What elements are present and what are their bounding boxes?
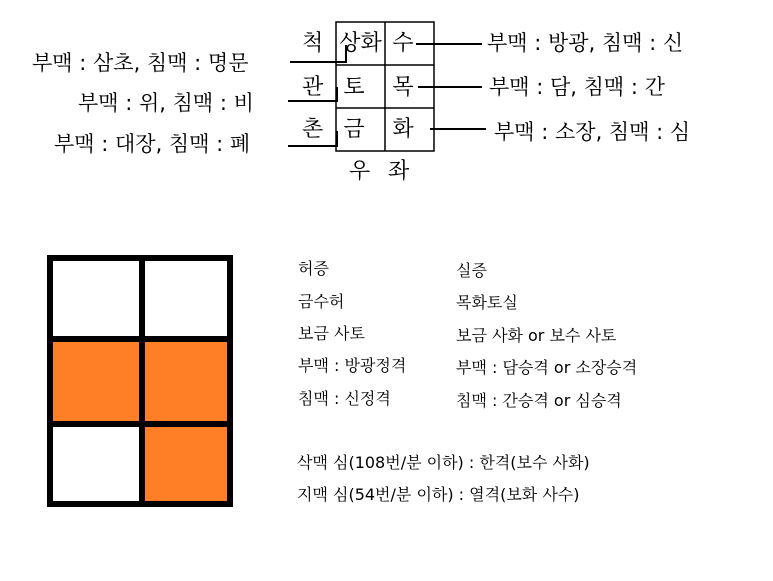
excess-title: 실증 — [456, 261, 487, 280]
grid-cell-r3-left: 금 — [343, 117, 365, 142]
left-annotation-3: 부맥 : 대장, 침맥 : 폐 — [54, 132, 251, 156]
right-annotation-1: 부맥 : 방광, 침맥 : 신 — [487, 31, 684, 55]
grid-cell-r3-right: 화 — [392, 117, 414, 142]
highlight-cell-r2-c2-filled — [142, 339, 230, 424]
excess-line-2: 보금 사화 or 보수 사토 — [456, 326, 617, 345]
highlight-cell-r1-c2-empty — [142, 258, 230, 339]
deficiency-title: 허증 — [298, 259, 329, 278]
bottom-label-right-hand: 우 — [349, 159, 371, 184]
deficiency-line-3: 부맥 : 방광정격 — [298, 356, 407, 375]
note-rapid-pulse: 삭맥 심(108번/분 이하) : 한격(보수 사화) — [297, 453, 590, 472]
grid-cell-r2-left: 토 — [343, 75, 365, 100]
excess-line-4: 침맥 : 간승격 or 심승격 — [456, 391, 622, 410]
grid-cell-r2-right: 목 — [392, 75, 414, 100]
side-label-cheok: 척 — [302, 31, 324, 56]
grid-cell-r1-left: 상화 — [339, 31, 382, 56]
highlight-cell-r2-c1-filled — [50, 339, 142, 424]
grid-cell-r1-right: 수 — [392, 31, 414, 56]
note-slow-pulse: 지맥 심(54번/분 이하) : 열격(보화 사수) — [297, 485, 580, 504]
deficiency-line-2: 보금 사토 — [298, 324, 365, 343]
bottom-label-left-hand: 좌 — [388, 159, 410, 184]
right-annotation-2: 부맥 : 담, 침맥 : 간 — [489, 75, 665, 99]
side-label-chon: 촌 — [302, 117, 324, 142]
right-annotation-3: 부맥 : 소장, 침맥 : 심 — [494, 120, 691, 144]
deficiency-line-4: 침맥 : 신정격 — [298, 389, 391, 408]
left-annotation-2: 부맥 : 위, 침맥 : 비 — [78, 91, 254, 115]
highlight-cell-r1-c1-empty — [50, 258, 142, 339]
highlight-cell-r3-c1-empty — [50, 424, 142, 504]
side-label-gwan: 관 — [302, 75, 324, 100]
excess-line-1: 목화토실 — [456, 293, 518, 312]
deficiency-line-1: 금수허 — [298, 292, 345, 311]
left-annotation-1: 부맥 : 삼초, 침맥 : 명문 — [32, 51, 249, 75]
highlight-cell-r3-c2-filled — [142, 424, 230, 504]
excess-line-3: 부맥 : 담승격 or 소장승격 — [456, 358, 638, 377]
